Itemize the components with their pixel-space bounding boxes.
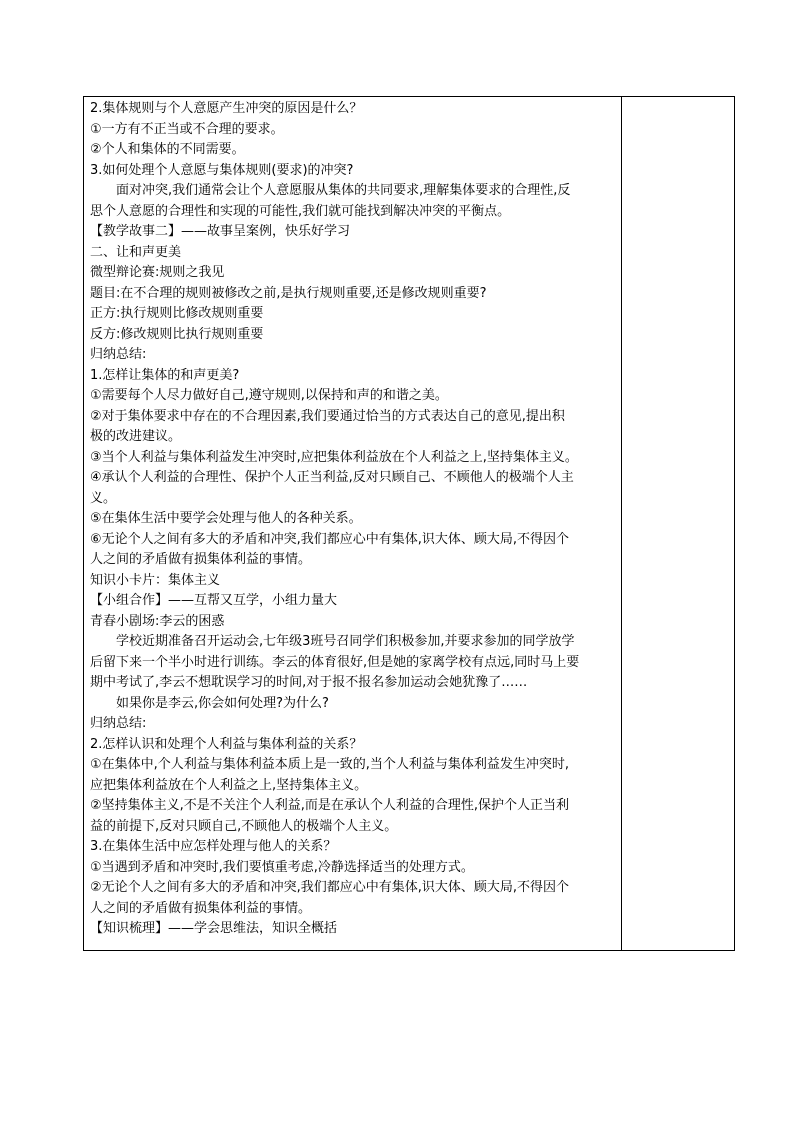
answer-line: 人之间的矛盾做有损集体利益的事情。 <box>90 552 312 567</box>
section-heading: 二、让和声更美 <box>90 244 182 260</box>
answer-line: 益的前提下,反对只顾自己,不顾他人的极端个人主义。 <box>90 818 398 834</box>
answer-line: ②无论个人之间有多大的矛盾和冲突,我们都应心中有集体,识大体、顾大局,不得因个 <box>90 880 570 895</box>
activity-title: 微型辩论赛:规则之我见 <box>90 265 225 280</box>
answer-line: ①在集体中,个人利益与集体利益本质上是一致的,当个人利益与集体利益发生冲突时, <box>90 757 570 772</box>
section-heading: 【教学故事二】——故事呈案例，快乐好学习 <box>90 224 351 239</box>
paragraph-line: 思个人意愿的合理性和实现的可能性,我们就可能找到解决冲突的平衡点。 <box>90 203 511 219</box>
question-line: 2.怎样认识和处理个人利益与集体利益的关系？ <box>90 736 363 752</box>
answer-line: 义。 <box>90 490 117 506</box>
answer-line: ②个人和集体的不同需要。 <box>90 142 245 157</box>
paragraph-line: 后留下来一个半小时进行训练。李云的体育很好,但是她的家离学校有点远,同时马上要 <box>90 654 580 670</box>
summary-label: 归纳总结: <box>90 716 147 731</box>
answer-line: ④承认个人利益的合理性、保护个人正当利益,反对只顾自己、不顾他人的极端个人主 <box>90 470 574 485</box>
knowledge-card: 知识小卡片：集体主义 <box>90 572 221 588</box>
answer-line: 极的改进建议。 <box>90 429 182 444</box>
question-line: 1.怎样让集体的和声更美? <box>90 367 240 383</box>
answer-line: ⑤在集体生活中要学会处理与他人的各种关系。 <box>90 511 362 526</box>
question-line: 3.如何处理个人意愿与集体规则(要求)的冲突? <box>90 162 354 178</box>
answer-line: ⑥无论个人之间有多大的矛盾和冲突,我们都应心中有集体,识大体、顾大局,不得因个 <box>90 531 570 547</box>
question-line: 2.集体规则与个人意愿产生冲突的原因是什么？ <box>90 101 363 116</box>
answer-line: 人之间的矛盾做有损集体利益的事情。 <box>90 900 312 916</box>
debate-con: 反方:修改规则比执行规则重要 <box>90 326 264 342</box>
paragraph-line: 面对冲突,我们通常会让个人意愿服从集体的共同要求,理解集体要求的合理性,反 <box>116 183 571 198</box>
answer-line: ②坚持集体主义,不是不关注个人利益,而是在承认个人利益的合理性,保护个人正当利 <box>90 798 570 813</box>
section-heading: 【知识梳理】——学会思维法，知识全概括 <box>90 921 338 936</box>
paragraph-line: 学校近期准备召开运动会,七年级3班号召同学们积极参加,并要求参加的同学放学 <box>116 634 575 649</box>
section-heading: 【小组合作】——互帮又互学，小组力量大 <box>90 593 338 608</box>
lesson-table <box>83 96 735 951</box>
answer-line: ②对于集体要求中存在的不合理因素,我们要通过恰当的方式表达自己的意见,提出积 <box>90 408 565 424</box>
content-cell <box>90 99 620 940</box>
answer-line: ①当遇到矛盾和冲突时,我们要慎重考虑,冷静选择适当的处理方式。 <box>90 859 474 875</box>
answer-line: ①一方有不正当或不合理的要求。 <box>90 121 284 137</box>
paragraph-line: 期中考试了,李云不想耽误学习的时间,对于报不报名参加运动会她犹豫了…… <box>90 675 528 690</box>
summary-label: 归纳总结: <box>90 347 147 362</box>
activity-title: 青春小剧场:李云的困惑 <box>90 613 225 629</box>
notes-cell <box>622 97 734 950</box>
question-line: 如果你是李云,你会如何处理?为什么? <box>116 695 329 711</box>
answer-line: ①需要每个人尽力做好自己,遵守规则,以保持和声的和谐之美。 <box>90 388 448 403</box>
question-line: 3.在集体生活中应怎样处理与他人的关系？ <box>90 839 337 854</box>
answer-line: 应把集体利益放在个人利益之上,坚持集体主义。 <box>90 777 368 793</box>
debate-pro: 正方:执行规则比修改规则重要 <box>90 306 264 321</box>
answer-line: ③当个人利益与集体利益发生冲突时,应把集体利益放在个人利益之上,坚持集体主义。 <box>90 449 578 465</box>
debate-topic: 题目:在不合理的规则被修改之前,是执行规则重要,还是修改规则重要? <box>90 285 487 301</box>
